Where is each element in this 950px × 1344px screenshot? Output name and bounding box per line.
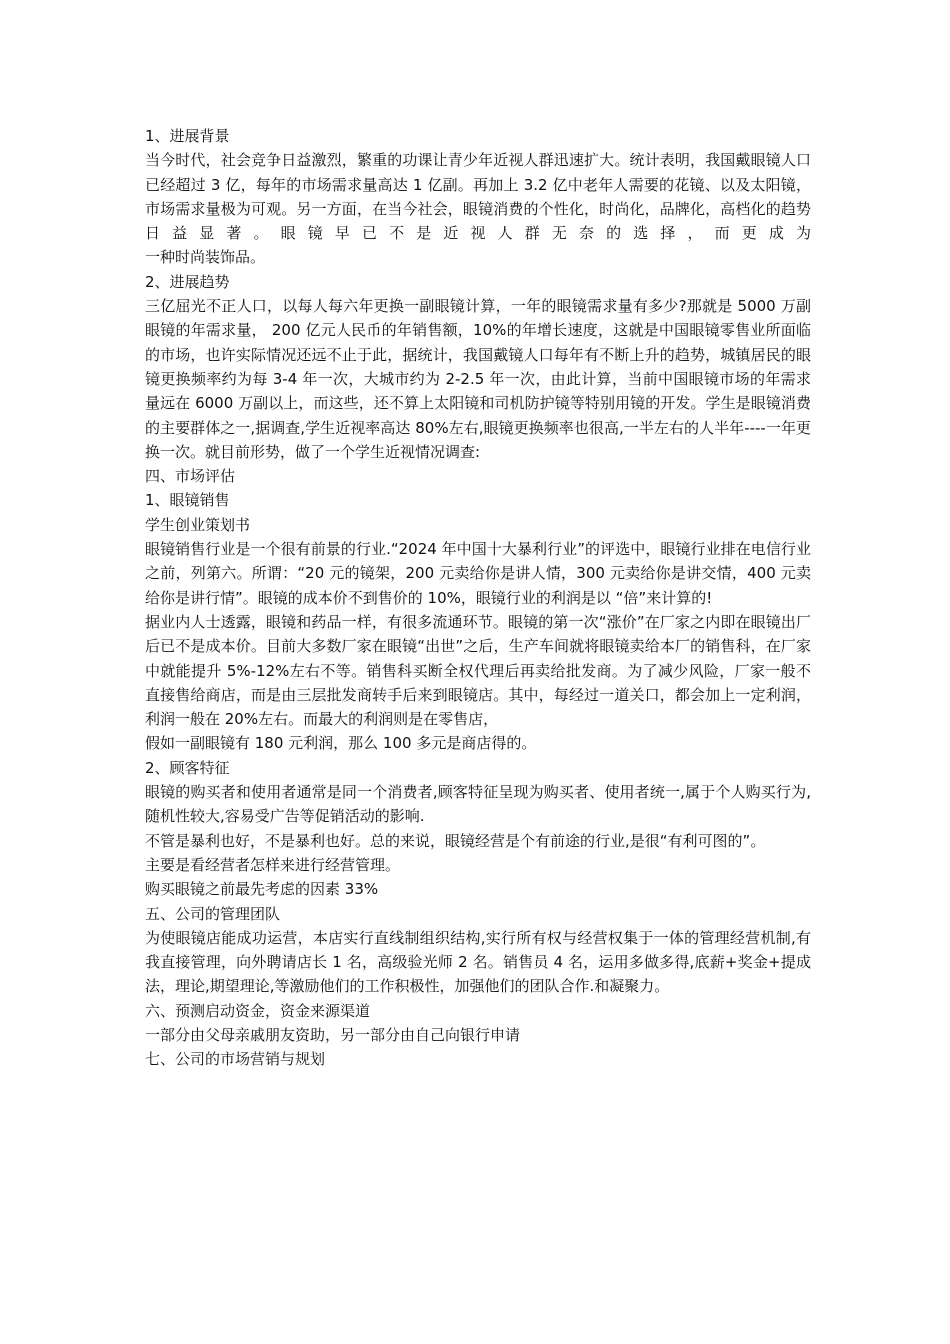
paragraph-management-team: 为使眼镜店能成功运营，本店实行直线制组织结构,实行所有权与经营权集于一体的管理经营机制,有我直接管理，向外聘请店长 1 名，高级验光师 2 名。销售员 4 名，运用多做多得,底薪+奖金+提成法，理论,期望理论,等激励他们的工作积极性，加强他们的团队合作.和凝聚力。 [145,928,811,996]
paragraph-prospects: 不管是暴利也好，不是暴利也好。总的来说，眼镜经营是个有前途的行业,是很“有利可图的”。 [145,831,766,850]
paragraph-distribution: 据业内人士透露，眼镜和药品一样，有很多流通环节。眼镜的第一次“涨价”在厂家之内即在眼镜出厂后已不是成本价。目前大多数厂家在眼镜“出世”之后，生产车间就将眼镜卖给本厂的销售科，在厂家中就能提升 5%-12%左右不等。销售科买断全权代理后再卖给批发商。为了减少风险，厂家一般不直接售给商店，而是由三层批发商转手后来到眼镜店。其中，每经过一道关口，都会加上一定利润，利润一般在 20%左右。而最大的利润则是在零售店， [145,612,811,729]
heading-customer-features: 2、顾客特征 [145,758,230,777]
paragraph-background: 当今时代，社会竞争日益激烈，繁重的功课让青少年近视人群迅速扩大。统计表明，我国戴眼镜人口已经超过 3 亿，每年的市场需求量高达 1 亿副。再加上 3.2 亿中老年人需要的花镜、以及太阳镜，市场需求量极为可观。另一方面，在当今社会，眼镜消费的个性化，时尚化，品牌化，高档化的趋势日益显著。眼镜早已不是近视人群无奈的选择，而更成为 [145,151,811,243]
paragraph-industry-profit: 眼镜销售行业是一个很有前景的行业.“2024 年中国十大暴利行业”的评选中，眼镜行业排在电信行业之前，列第六。所谓：“20 元的镜架，200 元卖给你是讲人情，300 元卖给你是讲交情，400 元卖给你是讲行情”。眼镜的成本价不到售价的 10%，眼镜行业的利润是以 “倍”来计算的! [145,540,811,607]
paragraph-profit-example: 假如一副眼镜有 180 元利润，那么 100 多元是商店得的。 [145,734,537,753]
heading-trend: 2、进展趋势 [145,272,230,291]
heading-startup-funds: 六、预测启动资金，资金来源渠道 [145,1001,371,1020]
heading-glasses-sales: 1、眼镜销售 [145,491,230,510]
paragraph-management-note: 主要是看经营者怎样来进行经营管理。 [145,855,401,874]
heading-market-assessment: 四、市场评估 [145,467,236,486]
heading-marketing-plan: 七、公司的市场营销与规划 [145,1050,326,1069]
document-page [145,124,811,1072]
paragraph-startup-funds: 一部分由父母亲戚朋友资助，另一部分由自己向银行申请 [145,1025,521,1044]
paragraph-background-end: 一种时尚装饰品。 [145,248,266,267]
document-title-line: 学生创业策划书 [145,515,251,534]
heading-background: 1、进展背景 [145,127,230,145]
paragraph-customer-features: 眼镜的购买者和使用者通常是同一个消费者,顾客特征呈现为购买者、使用者统一,属于个人购买行为,随机性较大,容易受广告等促销活动的影响. [145,783,811,826]
paragraph-trend: 三亿屈光不正人口，以每人每六年更换一副眼镜计算，一年的眼镜需求量有多少?那就是 5000 万副眼镜的年需求量， 200 亿元人民币的年销售额，10%的年增长速度，这就是中国眼镜零售业所面临的市场，也许实际情况还远不止于此，据统计，我国戴镜人口每年有不断上升的趋势，城镇居民的眼镜更换频率约为每 3-4 年一次，大城市约为 2-2.5 年一次，由此计算，当前中国眼镜市场的年需求量远在 6000 万副以上，而这些，还不算上太阳镜和司机防护镜等特别用镜的开发。学生是眼镜消费的主要群体之一,据调查,学生近视率高达 80%左右,眼镜更换频率也很高,一半左右的人半年----一年更换一次。就目前形势，做了一个学生近视情况调查: [145,297,811,461]
heading-management-team: 五、公司的管理团队 [145,904,281,923]
paragraph-purchase-factor: 购买眼镜之前最先考虑的因素 33% [145,880,379,899]
